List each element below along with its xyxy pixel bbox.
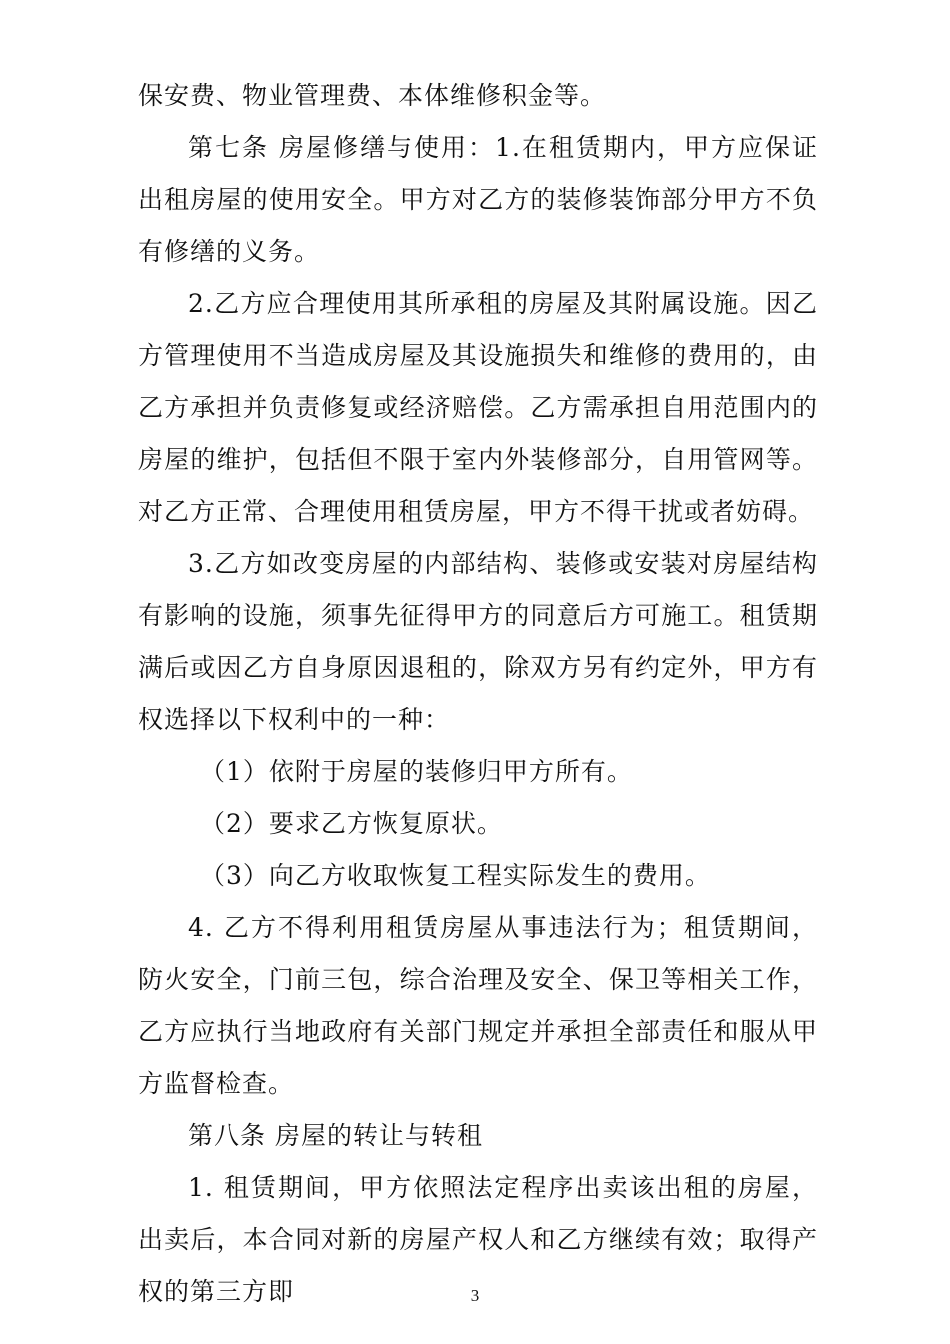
list-item-option-3: （3）向乙方收取恢复工程实际发生的费用。 bbox=[200, 861, 711, 890]
paragraph-article-7-clause-2: 2.乙方应合理使用其所承租的房屋及其附属设施。因乙方管理使用不当造成房屋及其设施损失和维修的费用的，由乙方承担并负责修复或经济赔偿。乙方需承担自用范围内的房屋的维护，包括但不限于室内外装修部分，自用管网等。对乙方正常、合理使用租赁房屋，甲方不得干扰或者妨碍。 bbox=[138, 289, 818, 526]
paragraph-article-7-clause-3: 3.乙方如改变房屋的内部结构、装修或安装对房屋结构有影响的设施，须事先征得甲方的同意后方可施工。租赁期满后或因乙方自身原因退租的，除双方另有约定外，甲方有权选择以下权利中的一种： bbox=[138, 549, 818, 734]
paragraph-article-7-clause-4: 4. 乙方不得利用租赁房屋从事违法行为；租赁期间，防火安全，门前三包，综合治理及安全、保卫等相关工作，乙方应执行当地政府有关部门规定并承担全部责任和服从甲方监督检查。 bbox=[138, 913, 818, 1098]
page-number: 3 bbox=[470, 1286, 480, 1305]
paragraph-article-7-clause-1: 第七条 房屋修缮与使用：1.在租赁期内，甲方应保证出租房屋的使用安全。甲方对乙方的装修装饰部分甲方不负有修缮的义务。 bbox=[138, 133, 818, 266]
heading-article-8: 第八条 房屋的转让与转租 bbox=[188, 1121, 483, 1150]
paragraph-article-8-clause-1: 1. 租赁期间，甲方依照法定程序出卖该出租的房屋，出卖后，本合同对新的房屋产权人和乙方继续有效；取得产权的第三方即 bbox=[138, 1173, 818, 1306]
list-item-option-2: （2）要求乙方恢复原状。 bbox=[200, 809, 503, 838]
paragraph-fee-continuation: 保安费、物业管理费、本体维修积金等。 bbox=[138, 81, 607, 110]
list-item-option-1: （1）依附于房屋的装修归甲方所有。 bbox=[200, 757, 633, 786]
document-body bbox=[138, 70, 818, 1318]
